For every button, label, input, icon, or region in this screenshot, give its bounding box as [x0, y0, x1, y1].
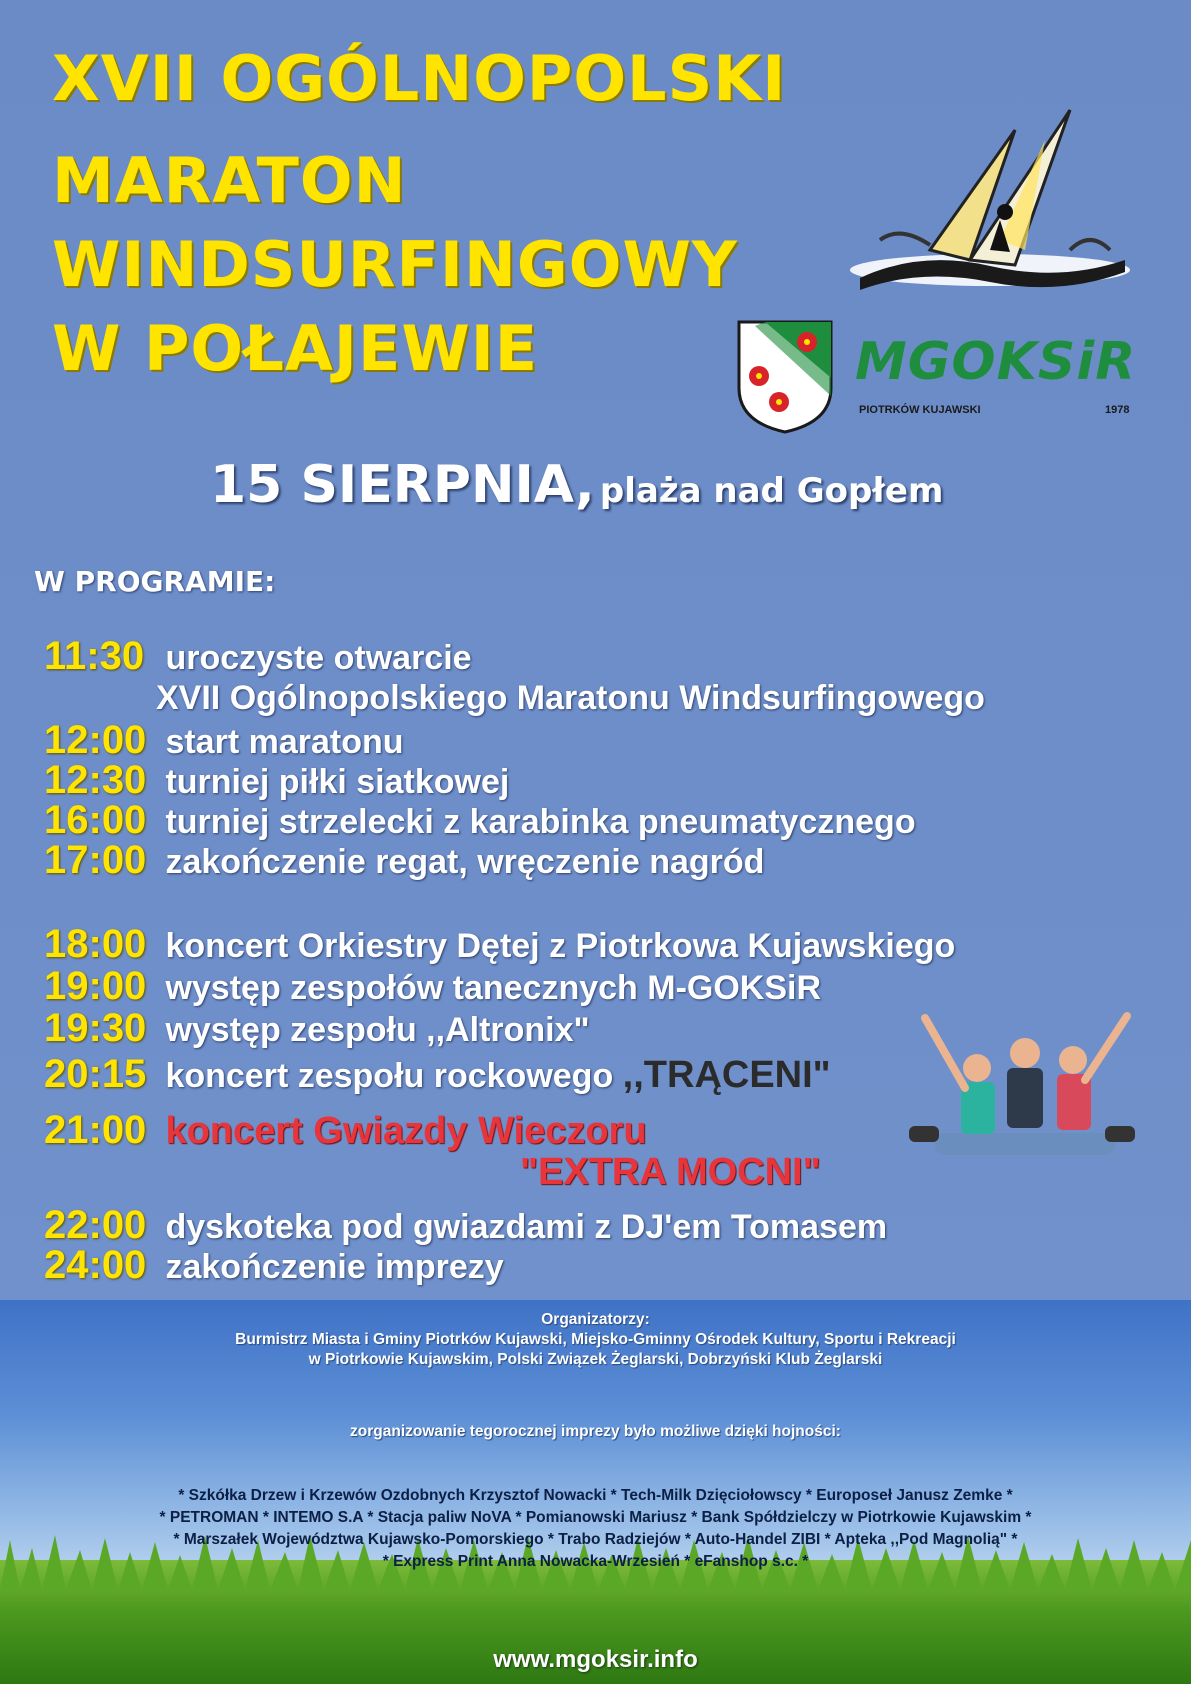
schedule-text: występ zespołów tanecznych M-GOKSiR [165, 969, 822, 1007]
schedule-text: uroczyste otwarcie [165, 639, 472, 677]
mgoksir-logo-town: PIOTRKÓW KUJAWSKI [859, 404, 981, 416]
schedule-row [44, 1110, 647, 1152]
schedule-row [520, 1152, 821, 1192]
schedule-row [44, 1205, 887, 1247]
schedule-text: zakończenie imprezy [165, 1248, 504, 1286]
sponsors-intro: zorganizowanie tegorocznej imprezy było możliwe dzięki hojności: [350, 1423, 841, 1440]
schedule-text: dyskoteka pod gwiazdami z DJ'em Tomasem [165, 1208, 888, 1246]
schedule-row [44, 924, 955, 966]
schedule-time: 16:00 [44, 798, 147, 842]
organizers-line: Burmistrz Miasta i Gminy Piotrków Kujawski, Miejsko-Gminny Ośrodek Kultury, Sportu i Rekreacji [235, 1331, 956, 1348]
program-heading: W PROGRAMIE: [34, 565, 276, 598]
schedule-text: turniej piłki siatkowej [165, 763, 510, 801]
schedule-highlight: ,,TRĄCENI" [622, 1054, 831, 1096]
schedule-time: 17:00 [44, 838, 147, 882]
event-date [210, 455, 943, 515]
schedule-text: koncert zespołu rockowego [165, 1057, 614, 1095]
schedule-text: XVII Ogólnopolskiego Maratonu Windsurfingowego [156, 679, 985, 717]
sponsors-line: * Express Print Anna Nowacka-Wrzesień * eFanshop s.c. * [382, 1553, 809, 1570]
title-line-4: W POŁAJEWIE [52, 312, 539, 385]
schedule-text: występ zespołu ,,Altronix" [165, 1011, 590, 1049]
schedule-time: 12:30 [44, 758, 147, 802]
schedule-time: 19:00 [44, 964, 147, 1008]
sponsors-line: * PETROMAN * INTEMO S.A * Stacja paliw NoVA * Pomianowski Mariusz * Bank Spółdzielczy w Piotrkowie Kujawskim * [159, 1509, 1032, 1526]
schedule-text: start maratonu [165, 723, 404, 761]
organizers-heading: Organizatorzy: [541, 1311, 650, 1328]
schedule-text: turniej strzelecki z karabinka pneumatycznego [165, 803, 916, 841]
schedule-text: zakończenie regat, wręczenie nagród [165, 843, 765, 881]
website-link[interactable]: www.mgoksir.info [493, 1646, 698, 1673]
event-place: plaża nad Gopłem [599, 471, 944, 511]
title-line-3: WINDSURFINGOWY [52, 228, 738, 301]
schedule-row [156, 678, 985, 718]
event-date-main: 15 SIERPNIA, [210, 455, 595, 515]
windsurfer-icon [840, 100, 1130, 300]
mgoksir-logo-text: MGOKSiR [855, 332, 1137, 392]
organizers-line: w Piotrkowie Kujawskim, Polski Związek Żeglarski, Dobrzyński Klub Żeglarski [308, 1351, 883, 1368]
mgoksir-logo [855, 332, 1140, 422]
schedule-text: "EXTRA MOCNI" [520, 1151, 821, 1193]
schedule-row [44, 760, 509, 802]
band-photo [905, 1008, 1140, 1173]
schedule-row [44, 1054, 831, 1096]
schedule-time: 21:00 [44, 1108, 147, 1152]
sponsors-line: * Szkółka Drzew i Krzewów Ozdobnych Krzysztof Nowacki * Tech-Milk Dzięciołowscy * Europoseł Janusz Zemke * [178, 1487, 1013, 1504]
coat-of-arms-icon [735, 318, 835, 436]
schedule-text: koncert Gwiazdy Wieczoru [165, 1110, 647, 1152]
schedule-time: 24:00 [44, 1243, 147, 1287]
schedule-row [44, 636, 472, 678]
schedule-row [44, 1245, 504, 1287]
schedule-row [44, 966, 821, 1008]
schedule-time: 11:30 [44, 634, 145, 678]
title-line-2: MARATON [52, 144, 407, 217]
schedule-time: 20:15 [44, 1052, 147, 1096]
schedule-text: koncert Orkiestry Dętej z Piotrkowa Kujawskiego [165, 927, 956, 965]
mgoksir-logo-year: 1978 [1105, 404, 1130, 416]
schedule-time: 18:00 [44, 922, 147, 966]
sponsors-line: * Marszałek Województwa Kujawsko-Pomorskiego * Trabo Radziejów * Auto-Handel ZIBI * Apteka ,,Pod Magnolią" * [173, 1531, 1018, 1548]
schedule-row [44, 1008, 590, 1050]
schedule-time: 12:00 [44, 718, 147, 762]
schedule-time: 22:00 [44, 1203, 147, 1247]
title-line-1: XVII OGÓLNOPOLSKI [52, 42, 787, 115]
schedule-time: 19:30 [44, 1006, 147, 1050]
schedule-row [44, 840, 764, 882]
schedule-row [44, 720, 404, 762]
schedule-row [44, 800, 916, 842]
